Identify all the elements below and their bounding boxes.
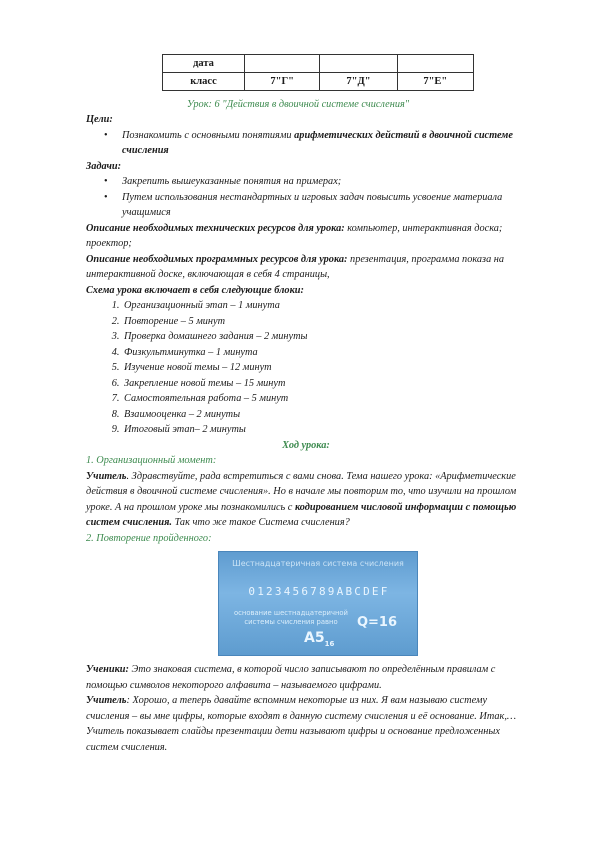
students-label: Ученики: — [86, 664, 129, 675]
goal-item-text: Познакомить с основными понятиями — [122, 129, 295, 141]
class-cell: 7"Д" — [320, 73, 397, 91]
slide-digits: 0123456789ABCDEF — [248, 585, 390, 598]
section1-text — [86, 469, 526, 531]
slide-title: Шестнадцатеричная система счисления — [232, 559, 404, 568]
teacher2-text: : Хорошо, а теперь давайте вспомним некоторые из них. Я вам называю систему счисления – вы мне цифры, которые входят в данную систему счисления и её основание. Итак,…Учитель показывает слайды презентации дети называют цифры и основание предложенных систем счисления. — [86, 695, 517, 753]
teacher2-label: Учитель — [86, 695, 127, 706]
date-row — [163, 55, 474, 73]
schema-item: 6. Закрепление новой темы – 15 минут — [122, 376, 526, 392]
slide-example — [304, 631, 334, 652]
soft-resources-label: Описание необходимых программных ресурсов для урока: — [86, 253, 348, 265]
schema-item: 7. Самостоятельная работа – 5 минут — [122, 391, 526, 407]
lesson-title: Урок: 6 "Действия в двоичной системе счисления" — [186, 99, 410, 110]
section1-text-part1: . Здравствуйте, рада встретиться с вами снова. Тема нашего урока: «Арифметические действия в двоичной системе счисления». Но в начале мы повторим то, что изучили на прошлом уроке. А на прошлом уроке мы познакомились с — [86, 470, 517, 513]
schema-item: 1. Организационный этап – 1 минута — [122, 298, 526, 314]
schema-item: 9. Итоговый этап– 2 минуты — [122, 422, 526, 438]
course-heading: Ход урока: — [282, 439, 330, 451]
schema-item: 3. Проверка домашнего задания – 2 минуты — [122, 329, 526, 345]
tech-resources-text: компьютер, интерактивная доска; проектор; — [86, 222, 503, 249]
hex-slide-image — [218, 551, 418, 656]
class-row — [163, 73, 474, 91]
soft-resources-text: презентация, программа показа на интерактивной доске, включающая в себя 4 страницы, — [86, 253, 505, 280]
date-label: дата — [163, 55, 245, 73]
tech-resources-label: Описание необходимых технических ресурсов для урока: — [86, 222, 345, 234]
schema-item: 2. Повторение – 5 минут — [122, 314, 526, 330]
goal-item — [86, 128, 526, 159]
tasks-heading: Задачи: — [86, 160, 122, 172]
date-cell — [320, 55, 397, 73]
section2-title: 2. Повторение пройденного: — [86, 532, 212, 544]
schema-item: 4. Физкультминутка – 1 минута — [122, 345, 526, 361]
slide-example-number: A5 — [304, 630, 325, 646]
class-cell: 7"Е" — [397, 73, 473, 91]
document-body — [86, 112, 526, 755]
slide-caption: основание шестнадцатеричной системы счисления равно — [234, 609, 348, 626]
students-answer — [86, 662, 526, 693]
students-text: Это знаковая система, в которой число записывают по определённым правилам с помощью символов некоторого алфавита – называемого цифрами. — [86, 664, 496, 691]
section1-text-part2: Так что же такое Система счисления? — [172, 517, 350, 528]
goal-item-bold: арифметических действий в двоичной системе счисления — [122, 129, 513, 156]
schema-item: 8. Взаимооценка – 2 минуты — [122, 407, 526, 423]
task-item: • Закрепить вышеуказанные понятия на примерах; — [86, 174, 526, 190]
class-date-table — [162, 54, 474, 91]
section1-title: 1. Организационный момент: — [86, 455, 217, 466]
task-item: • Путем использования нестандартных и игровых задач повысить усвоение материала учащимися — [86, 190, 526, 221]
schema-list — [86, 298, 526, 438]
schema-item: 5. Изучение новой темы – 12 минут — [122, 360, 526, 376]
date-cell — [245, 55, 320, 73]
tech-resources — [86, 221, 526, 252]
slide-example-base: 16 — [324, 639, 335, 648]
teacher-reply — [86, 693, 526, 755]
date-cell — [397, 55, 473, 73]
soft-resources — [86, 252, 526, 283]
goals-heading: Цели: — [86, 114, 113, 125]
section1-text-bold: кодированием числовой информации с помощью систем счисления. — [86, 501, 517, 528]
slide-base: Q=16 — [356, 615, 397, 630]
teacher-label: Учитель — [86, 470, 127, 482]
schema-heading: Схема урока включает в себя следующие блоки: — [86, 284, 304, 296]
class-cell: 7"Г" — [245, 73, 320, 91]
class-label: класс — [163, 73, 245, 91]
